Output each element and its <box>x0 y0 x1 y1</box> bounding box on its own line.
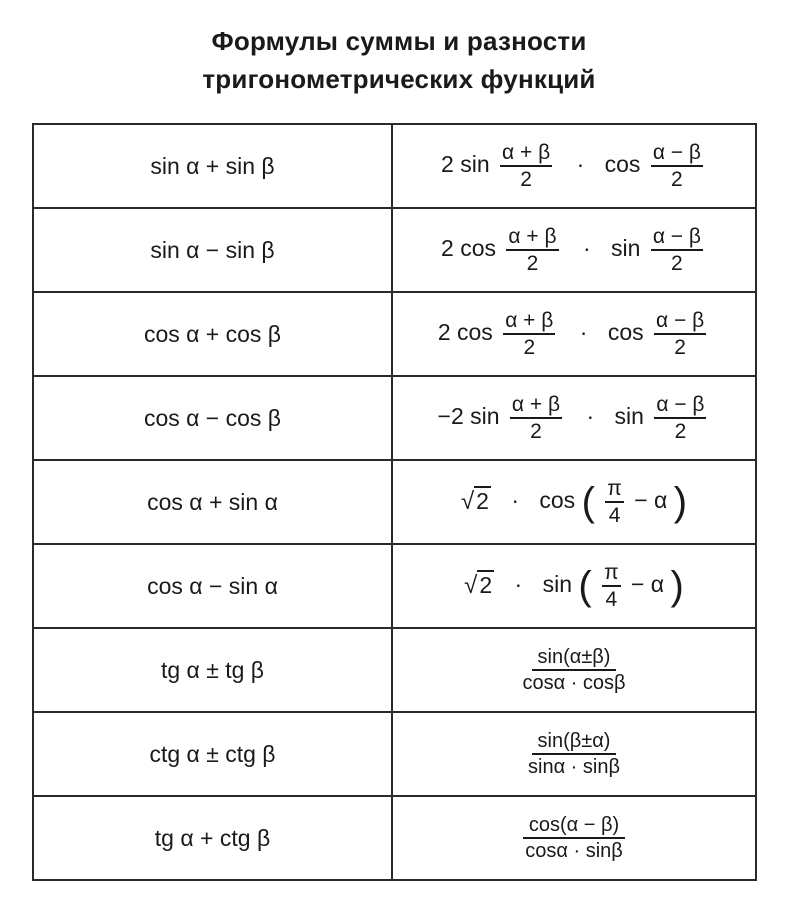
square-root <box>461 488 491 516</box>
left-expression-text: cos α + sin α <box>147 488 278 515</box>
fraction-numerator: α − β <box>654 309 706 335</box>
fraction-numerator: α + β <box>500 141 552 167</box>
title-line-1: Формулы суммы и разности <box>211 26 587 56</box>
left-expression-text: ctg α ± ctg β <box>149 740 276 767</box>
right-expression <box>392 376 756 460</box>
fraction <box>519 813 629 863</box>
table-row <box>33 376 756 460</box>
right-expression <box>392 544 756 628</box>
fraction-numerator: sin(α±β) <box>532 645 617 671</box>
fraction-numerator: α − β <box>651 141 703 167</box>
fraction <box>654 393 706 443</box>
square-root <box>464 572 494 600</box>
fraction-denominator: 2 <box>520 168 532 191</box>
left-expression <box>33 544 392 628</box>
formula-table <box>32 123 757 881</box>
table-row <box>33 292 756 376</box>
fraction-denominator: 2 <box>671 252 683 275</box>
multiply-dot: · <box>576 151 585 178</box>
multiply-dot: · <box>586 403 595 430</box>
fraction-denominator: 2 <box>674 420 687 443</box>
left-expression-text: tg α + ctg β <box>154 824 271 851</box>
table-row <box>33 208 756 292</box>
left-expression <box>33 796 392 880</box>
multiply-dot: · <box>582 235 591 262</box>
function-name: sin <box>542 571 572 598</box>
left-expression-text: cos α − cos β <box>143 404 282 431</box>
fraction-numerator: α + β <box>506 225 558 251</box>
right-expression <box>392 124 756 208</box>
left-expression <box>33 460 392 544</box>
title-line-2: тригонометрических функций <box>202 64 596 94</box>
fraction <box>522 729 626 779</box>
fraction <box>602 561 621 611</box>
fraction-denominator: sinα · sinβ <box>528 756 620 778</box>
right-expression <box>392 712 756 796</box>
table-row <box>33 796 756 880</box>
coefficient: 2 cos <box>437 319 493 346</box>
root-argument: 2 <box>479 572 493 598</box>
fraction-numerator: cos(α − β) <box>523 813 625 839</box>
left-paren: ( <box>581 480 595 524</box>
expression-tail: − α <box>630 571 665 598</box>
right-expression <box>392 460 756 544</box>
fraction <box>654 309 706 359</box>
right-expression <box>392 292 756 376</box>
coefficient: −2 sin <box>437 403 500 430</box>
right-expression <box>392 208 756 292</box>
expression-tail: − α <box>634 487 668 514</box>
fraction-denominator: 2 <box>530 420 542 443</box>
root-sign: √ <box>460 488 475 515</box>
fraction <box>506 225 558 275</box>
function-name: sin <box>614 403 644 430</box>
table-row <box>33 628 756 712</box>
left-expression <box>33 712 392 796</box>
root-sign: √ <box>464 572 478 599</box>
fraction-numerator: sin(β±α) <box>532 729 617 755</box>
fraction <box>503 309 555 359</box>
left-expression-text: sin α − sin β <box>150 236 275 263</box>
left-expression <box>33 292 392 376</box>
table-row <box>33 544 756 628</box>
fraction-numerator: α − β <box>654 393 706 419</box>
fraction-denominator: 2 <box>671 168 683 191</box>
left-expression-text: tg α ± tg β <box>160 656 265 683</box>
right-expression <box>392 628 756 712</box>
fraction-denominator: 2 <box>523 336 536 359</box>
fraction-denominator: 4 <box>605 588 618 611</box>
fraction-numerator: α + β <box>503 309 555 335</box>
function-name: cos <box>539 487 576 514</box>
left-paren: ( <box>578 564 592 608</box>
left-expression <box>33 124 392 208</box>
fraction <box>651 141 703 191</box>
table-row <box>33 124 756 208</box>
function-name: sin <box>611 235 641 262</box>
fraction-denominator: 2 <box>674 336 686 359</box>
coefficient: 2 cos <box>441 235 497 262</box>
right-paren: ) <box>670 564 684 608</box>
fraction-denominator: 2 <box>526 252 539 275</box>
multiply-dot: · <box>511 487 519 514</box>
multiply-dot: · <box>579 319 588 346</box>
left-expression-text: cos α − sin α <box>147 572 278 599</box>
fraction-denominator: cosα · sinβ <box>525 840 623 862</box>
left-expression <box>33 208 392 292</box>
fraction <box>516 645 631 695</box>
fraction <box>605 477 624 527</box>
table-row <box>33 712 756 796</box>
fraction <box>500 141 552 191</box>
right-paren: ) <box>673 480 688 524</box>
fraction-numerator: α + β <box>510 393 562 419</box>
left-expression <box>33 628 392 712</box>
page-title <box>0 22 798 98</box>
fraction-numerator: α − β <box>651 225 703 251</box>
left-expression-text: cos α + cos β <box>143 320 282 347</box>
multiply-dot: · <box>514 571 523 598</box>
fraction-numerator: π <box>602 561 621 587</box>
left-expression <box>33 376 392 460</box>
right-expression <box>392 796 756 880</box>
coefficient: 2 sin <box>441 151 490 178</box>
table-row <box>33 460 756 544</box>
root-argument: 2 <box>476 488 489 514</box>
fraction-numerator: π <box>605 477 624 503</box>
left-expression-text: sin α + sin β <box>150 152 275 179</box>
fraction <box>651 225 703 275</box>
fraction-denominator: cosα · cosβ <box>522 672 626 694</box>
function-name: cos <box>604 151 641 178</box>
fraction <box>510 393 562 443</box>
fraction-denominator: 4 <box>608 504 621 527</box>
function-name: cos <box>607 319 644 346</box>
